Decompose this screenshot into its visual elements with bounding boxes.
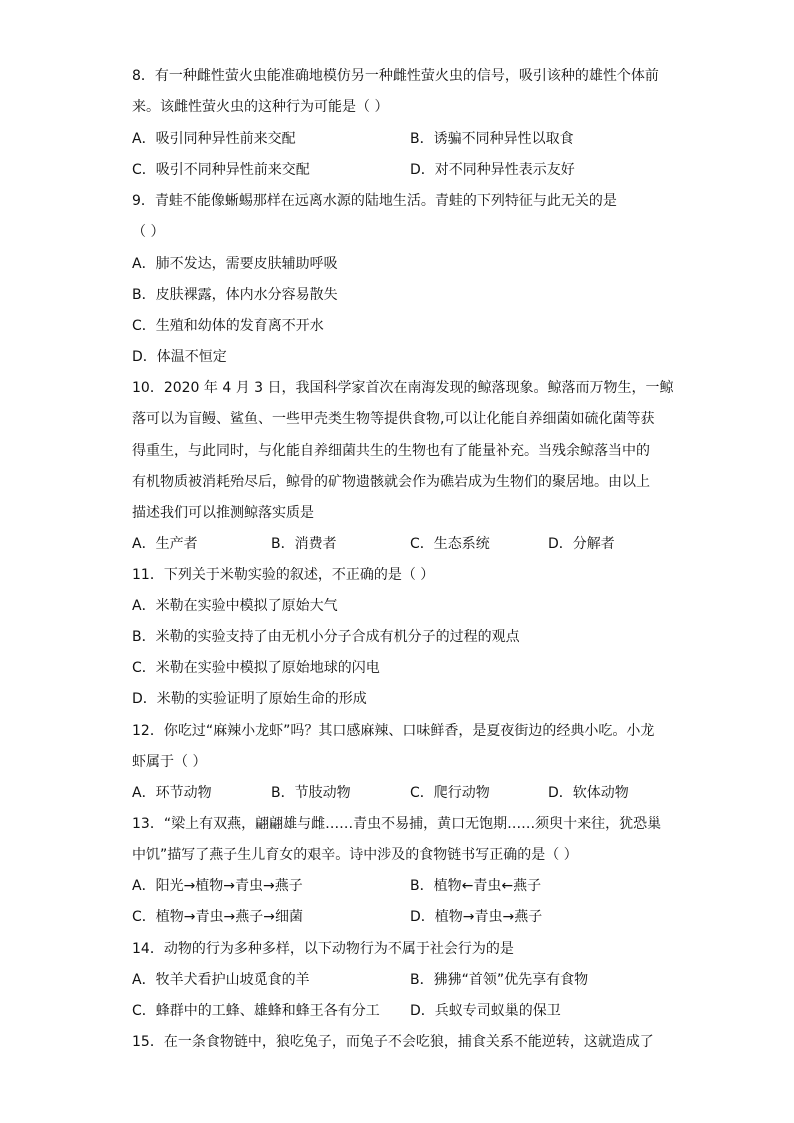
q12-option-d: D．软体动物: [548, 785, 629, 801]
q11-option-c: C．米勒在实验中模拟了原始地球的闪电: [132, 660, 380, 676]
q13-option-b: B．植物←青虫←燕子: [410, 878, 542, 894]
question-12-line-2: 虾属于（ ）: [132, 754, 207, 770]
q14-option-c: C．蜂群中的工蜂、雄蜂和蜂王各有分工: [132, 1003, 380, 1019]
q8-option-a: A．吸引同种异性前来交配: [132, 131, 296, 147]
question-8-line-1: 8．有一种雌性萤火虫能准确地模仿另一种雌性萤火虫的信号，吸引该种的雄性个体前: [132, 68, 659, 84]
q9-option-d: D．体温不恒定: [132, 349, 227, 365]
question-9-line-2: （ ）: [132, 224, 165, 240]
q9-option-c: C．生殖和幼体的发育离不开水: [132, 318, 324, 334]
question-13-line-2: 中饥”描写了燕子生儿育女的艰辛。诗中涉及的食物链书写正确的是（ ）: [132, 847, 578, 863]
q11-option-b: B．米勒的实验支持了由无机小分子合成有机分子的过程的观点: [132, 629, 520, 645]
q13-option-d: D．植物→青虫→燕子: [410, 909, 543, 925]
q11-option-a: A．米勒在实验中模拟了原始大气: [132, 598, 338, 614]
question-8-line-2: 来。该雌性萤火虫的这种行为可能是（ ）: [132, 99, 389, 115]
question-10-line-4: 有机物质被消耗殆尽后，鲸骨的矿物遗骸就会作为礁岩成为生物们的聚居地。由以上: [132, 474, 650, 490]
q8-option-d: D．对不同种异性表示友好: [410, 162, 575, 178]
q10-option-a: A．生产者: [132, 536, 198, 552]
q13-option-a: A．阳光→植物→青虫→燕子: [132, 878, 303, 894]
q13-option-c: C．植物→青虫→燕子→细菌: [132, 909, 303, 925]
q12-option-a: A．环节动物: [132, 785, 212, 801]
question-11-line-1: 11．下列关于米勒实验的叙述，不正确的是（ ）: [132, 567, 435, 583]
q10-option-d: D．分解者: [548, 536, 615, 552]
question-15-line-1: 15．在一条食物链中，狼吃兔子，而兔子不会吃狼，捕食关系不能逆转，这就造成了: [132, 1034, 654, 1050]
question-12-line-1: 12．你吃过“麻辣小龙虾”吗？其口感麻辣、口味鲜香，是夏夜街边的经典小吃。小龙: [132, 723, 655, 739]
question-10-line-5: 描述我们可以推测鲸落实质是: [132, 505, 314, 521]
q10-option-c: C．生态系统: [410, 536, 490, 552]
question-10-line-2: 落可以为盲鳗、鲨鱼、一些甲壳类生物等提供食物,可以让化能自养细菌如硫化菌等获: [132, 411, 655, 427]
q10-option-b: B．消费者: [271, 536, 337, 552]
q12-option-c: C．爬行动物: [410, 785, 490, 801]
question-9-line-1: 9．青蛙不能像蜥蜴那样在远离水源的陆地生活。青蛙的下列特征与此无关的是: [132, 193, 617, 209]
q14-option-d: D．兵蚁专司蚁巢的保卫: [410, 1003, 561, 1019]
q8-option-c: C．吸引不同种异性前来交配: [132, 162, 310, 178]
q9-option-a: A．肺不发达，需要皮肤辅助呼吸: [132, 256, 338, 272]
q14-option-a: A．牧羊犬看护山坡觅食的羊: [132, 972, 310, 988]
q12-option-b: B．节肢动物: [271, 785, 351, 801]
q9-option-b: B．皮肤裸露，体内水分容易散失: [132, 287, 338, 303]
question-14-line-1: 14．动物的行为多种多样，以下动物行为不属于社会行为的是: [132, 941, 514, 957]
q8-option-b: B．诱骗不同种异性以取食: [410, 131, 574, 147]
question-10-line-3: 得重生，与此同时，与化能自养细菌共生的生物也有了能量补充。当残余鲸落当中的: [132, 443, 650, 459]
question-10-line-1: 10．2020 年 4 月 3 日，我国科学家首次在南海发现的鲸落现象。鲸落而万物生，一鲸: [132, 380, 674, 396]
q14-option-b: B．狒狒“首领”优先享有食物: [410, 972, 589, 988]
question-13-line-1: 13．“梁上有双燕，翩翩雄与雌……青虫不易捕，黄口无饱期……须臾十来往，犹恐巢: [132, 816, 662, 832]
q11-option-d: D．米勒的实验证明了原始生命的形成: [132, 691, 367, 707]
